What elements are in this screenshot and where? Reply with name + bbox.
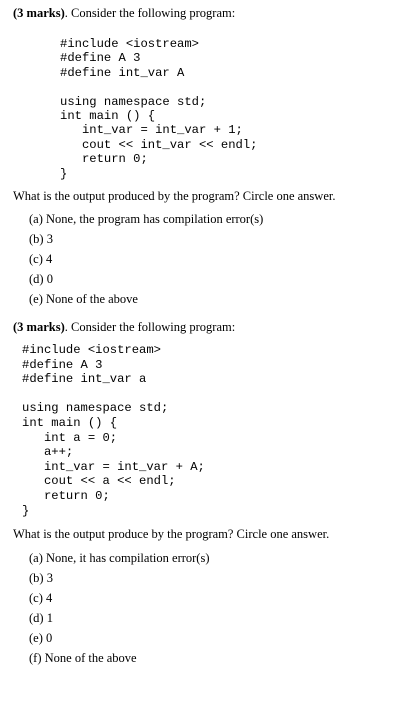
question-2-marks: (3 marks) bbox=[13, 320, 65, 334]
question-2-option-f[interactable]: (f) None of the above bbox=[29, 651, 137, 665]
question-1-option-a[interactable]: (a) None, the program has compilation error(s) bbox=[29, 212, 264, 226]
question-1-options bbox=[29, 212, 263, 312]
question-2-prompt: What is the output produce by the program? Circle one answer. bbox=[13, 527, 330, 541]
question-2-code: #include <iostream> #define A 3 #define int_var a using namespace std; int main () { int a = 0; a++; int_var = int_var + A; cout << a << endl; return 0; } bbox=[22, 343, 205, 518]
question-1-option-b[interactable]: (b) 3 bbox=[29, 232, 53, 246]
question-1-intro: . Consider the following program: bbox=[64, 6, 236, 20]
question-1-header bbox=[13, 6, 235, 21]
question-2-option-a[interactable]: (a) None, it has compilation error(s) bbox=[29, 551, 210, 565]
question-2-option-c[interactable]: (c) 4 bbox=[29, 591, 53, 605]
question-1-option-e[interactable]: (e) None of the above bbox=[29, 292, 138, 306]
question-2-option-b[interactable]: (b) 3 bbox=[29, 571, 53, 585]
question-2-options bbox=[29, 551, 210, 671]
question-2-option-e[interactable]: (e) 0 bbox=[29, 631, 53, 645]
question-2-intro: . Consider the following program: bbox=[64, 320, 236, 334]
question-1-prompt: What is the output produced by the program? Circle one answer. bbox=[13, 189, 336, 203]
question-1-marks: (3 marks) bbox=[13, 6, 65, 20]
question-1-option-d[interactable]: (d) 0 bbox=[29, 272, 53, 286]
question-1-code: #include <iostream> #define A 3 #define int_var A using namespace std; int main () { int_var = int_var + 1; cout << int_var << endl; return 0; } bbox=[60, 37, 258, 181]
question-2-header bbox=[13, 320, 235, 335]
question-2-option-d[interactable]: (d) 1 bbox=[29, 611, 53, 625]
question-1-option-c[interactable]: (c) 4 bbox=[29, 252, 53, 266]
